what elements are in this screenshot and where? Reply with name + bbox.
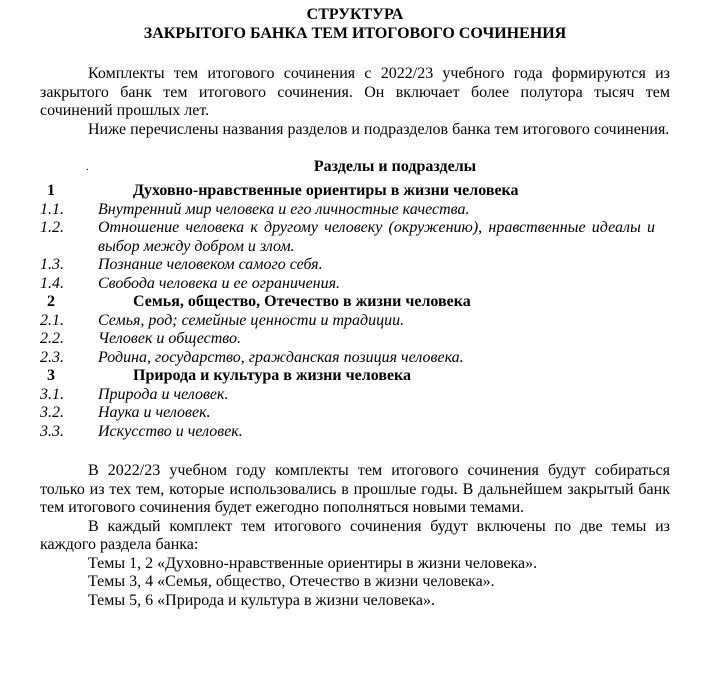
subsection-row xyxy=(40,201,670,220)
subsection-number: 1.2. xyxy=(40,219,64,236)
sections-table xyxy=(40,158,670,441)
subsection-number: 2.2. xyxy=(40,330,64,347)
subsection-text: Познание человеком самого себя. xyxy=(98,256,323,273)
outro-paragraph-2: В каждый комплект тем итогового сочинения будут включены по две темы из каждого раздела банка: xyxy=(40,517,670,553)
section-title: Семья, общество, Отечество в жизни человека xyxy=(133,293,471,310)
subsection-row xyxy=(40,275,670,294)
section-number: 3 xyxy=(47,367,55,384)
topic-line-1: Темы 1, 2 «Духовно-нравственные ориентиры в жизни человека». xyxy=(88,554,538,572)
section-title: Природа и культура в жизни человека xyxy=(133,367,412,384)
subsection-text: Природа и человек. xyxy=(98,385,229,403)
document-page xyxy=(40,6,670,610)
table-header: Разделы и подразделы xyxy=(313,158,477,175)
document-title-line-1: СТРУКТУРА xyxy=(306,6,404,23)
subsection-row xyxy=(40,404,670,423)
section-row-3 xyxy=(40,367,670,386)
section-row-1 xyxy=(40,182,670,201)
subsection-number: 3.3. xyxy=(40,422,64,440)
subsection-row xyxy=(40,219,670,256)
subsection-row xyxy=(40,423,670,442)
subsection-text: Семья, род; семейные ценности и традиции. xyxy=(98,311,405,329)
subsection-text: Отношение человека к другому человеку (окружению), нравственные идеалы и выбор между добром и злом. xyxy=(98,219,655,255)
section-number: 1 xyxy=(47,182,55,199)
subsection-number: 1.4. xyxy=(40,274,64,292)
section-row-2 xyxy=(40,293,670,312)
document-title-line-2: ЗАКРЫТОГО БАНКА ТЕМ ИТОГОВОГО СОЧИНЕНИЯ xyxy=(143,24,567,42)
subsection-text: Внутренний мир человека и его личностные качества. xyxy=(98,200,470,218)
intro-paragraph-2: Ниже перечислены названия разделов и подразделов банка тем итогового сочинения. xyxy=(88,120,670,138)
section-number: 2 xyxy=(47,293,55,310)
subsection-row xyxy=(40,349,670,368)
subsection-number: 2.1. xyxy=(40,311,64,329)
subsection-number: 3.1. xyxy=(40,385,64,403)
topic-line-3: Темы 5, 6 «Природа и культура в жизни человека». xyxy=(88,591,435,609)
intro-paragraph-1: Комплекты тем итогового сочинения с 2022/23 учебного года формируются из закрытого банк тем итогового сочинения. Он включает более полутора тысяч тем сочинений прошлых лет. xyxy=(40,65,670,119)
subsection-number: 1.1. xyxy=(40,200,64,218)
subsection-number: 2.3. xyxy=(40,348,64,366)
subsection-row xyxy=(40,256,670,275)
subsection-row xyxy=(40,312,670,331)
subsection-text: Родина, государство, гражданская позиция человека. xyxy=(98,348,464,366)
outro-paragraph-1: В 2022/23 учебном году комплекты тем итогового сочинения будут собираться только из тех тем, которые использовались в прошлые годы. В дальнейшем закрытый банк тем итогового сочинения будет ежегодно пополняться новыми темами. xyxy=(40,462,670,516)
subsection-number: 3.2. xyxy=(40,404,64,421)
section-title: Духовно-нравственные ориентиры в жизни человека xyxy=(133,182,519,199)
subsection-row xyxy=(40,330,670,349)
topic-line-2: Темы 3, 4 «Семья, общество, Отечество в жизни человека». xyxy=(88,573,495,590)
subsection-text: Свобода человека и ее ограничения. xyxy=(98,274,341,292)
subsection-text: Искусство и человек. xyxy=(98,422,243,440)
subsection-text: Наука и человек. xyxy=(98,404,211,421)
stray-mark: . xyxy=(86,161,89,173)
subsection-text: Человек и общество. xyxy=(98,330,242,347)
subsection-row xyxy=(40,386,670,405)
subsection-number: 1.3. xyxy=(40,256,64,273)
